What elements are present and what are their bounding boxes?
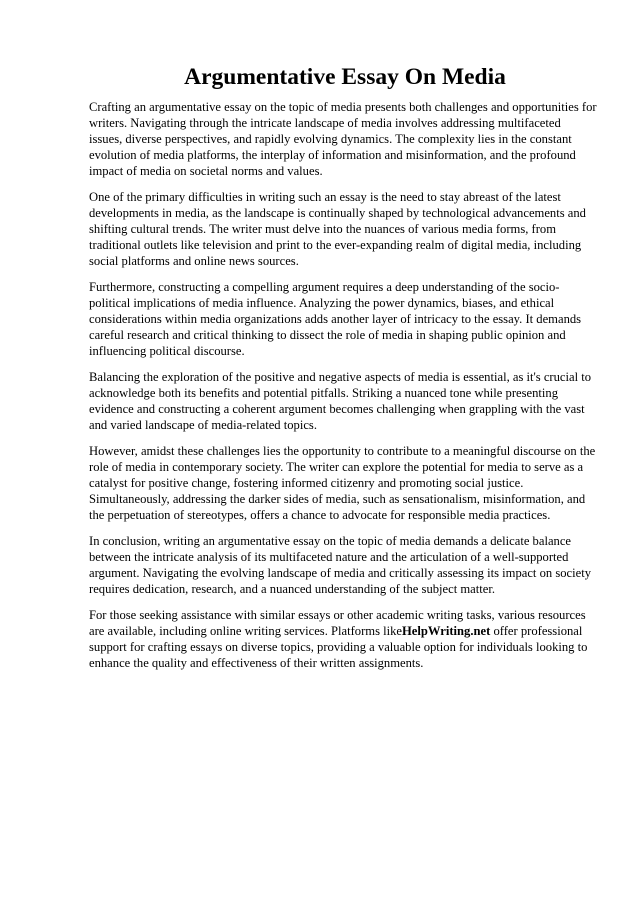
helpwriting-link[interactable]: HelpWriting.net — [402, 624, 491, 639]
paragraph-7 — [89, 608, 597, 672]
document-page — [89, 62, 597, 683]
paragraph-2: One of the primary difficulties in writing such an essay is the need to stay abreast of the latest developments in media, as the landscape is continually shaped by technological advancements and shifting cultural trends. The writer must delve into the nuances of various media forms, from traditional outlets like television and print to the ever-expanding realm of digital media, including social platforms and online news sources. — [89, 190, 586, 268]
paragraph-3: Furthermore, constructing a compelling argument requires a deep understanding of the socio-political implications of media influence. Analyzing the power dynamics, biases, and ethical considerations within media organizations adds another layer of intricacy to the essay. It demands careful research and critical thinking to dissect the role of media in shaping public opinion and influencing political discourse. — [89, 280, 582, 358]
page-title: Argumentative Essay On Media — [184, 64, 506, 90]
paragraph-4: Balancing the exploration of the positive and negative aspects of media is essential, as it's crucial to acknowledge both its benefits and potential pitfalls. Striking a nuanced tone while presenting evidence and constructing a coherent argument becomes challenging when grappling with the vast and varied landscape of media-related topics. — [89, 370, 592, 432]
paragraph-7-text-before: For those seeking assistance with similar essays or other academic writing tasks, various resources are available, including online writing services. Platforms like — [89, 608, 586, 639]
paragraph-5: However, amidst these challenges lies the opportunity to contribute to a meaningful discourse on the role of media in contemporary society. The writer can explore the potential for media to serve as a catalyst for positive change, fostering informed citizenry and promoting social justice. Simultaneously, addressing the darker sides of media, such as sensationalism, misinformation, and the perpetuation of stereotypes, offers a chance to advocate for responsible media practices. — [89, 444, 596, 522]
paragraph-6: In conclusion, writing an argumentative essay on the topic of media demands a delicate balance between the intricate analysis of its multifaceted nature and the articulation of a well-supported argument. Navigating the evolving landscape of media and critically assessing its impact on society requires dedication, research, and a nuanced understanding of the subject matter. — [89, 534, 591, 596]
paragraph-7-text-after: offer professional support for crafting essays on diverse topics, providing a valuable option for individuals looking to enhance the quality and effectiveness of their written assignments. — [89, 624, 588, 671]
paragraph-1: Crafting an argumentative essay on the topic of media presents both challenges and opportunities for writers. Navigating through the intricate landscape of media involves addressing multifaceted issues, diverse perspectives, and rapidly evolving dynamics. The complexity lies in the constant evolution of media platforms, the interplay of information and misinformation, and the profound impact of media on societal norms and values. — [89, 100, 597, 178]
